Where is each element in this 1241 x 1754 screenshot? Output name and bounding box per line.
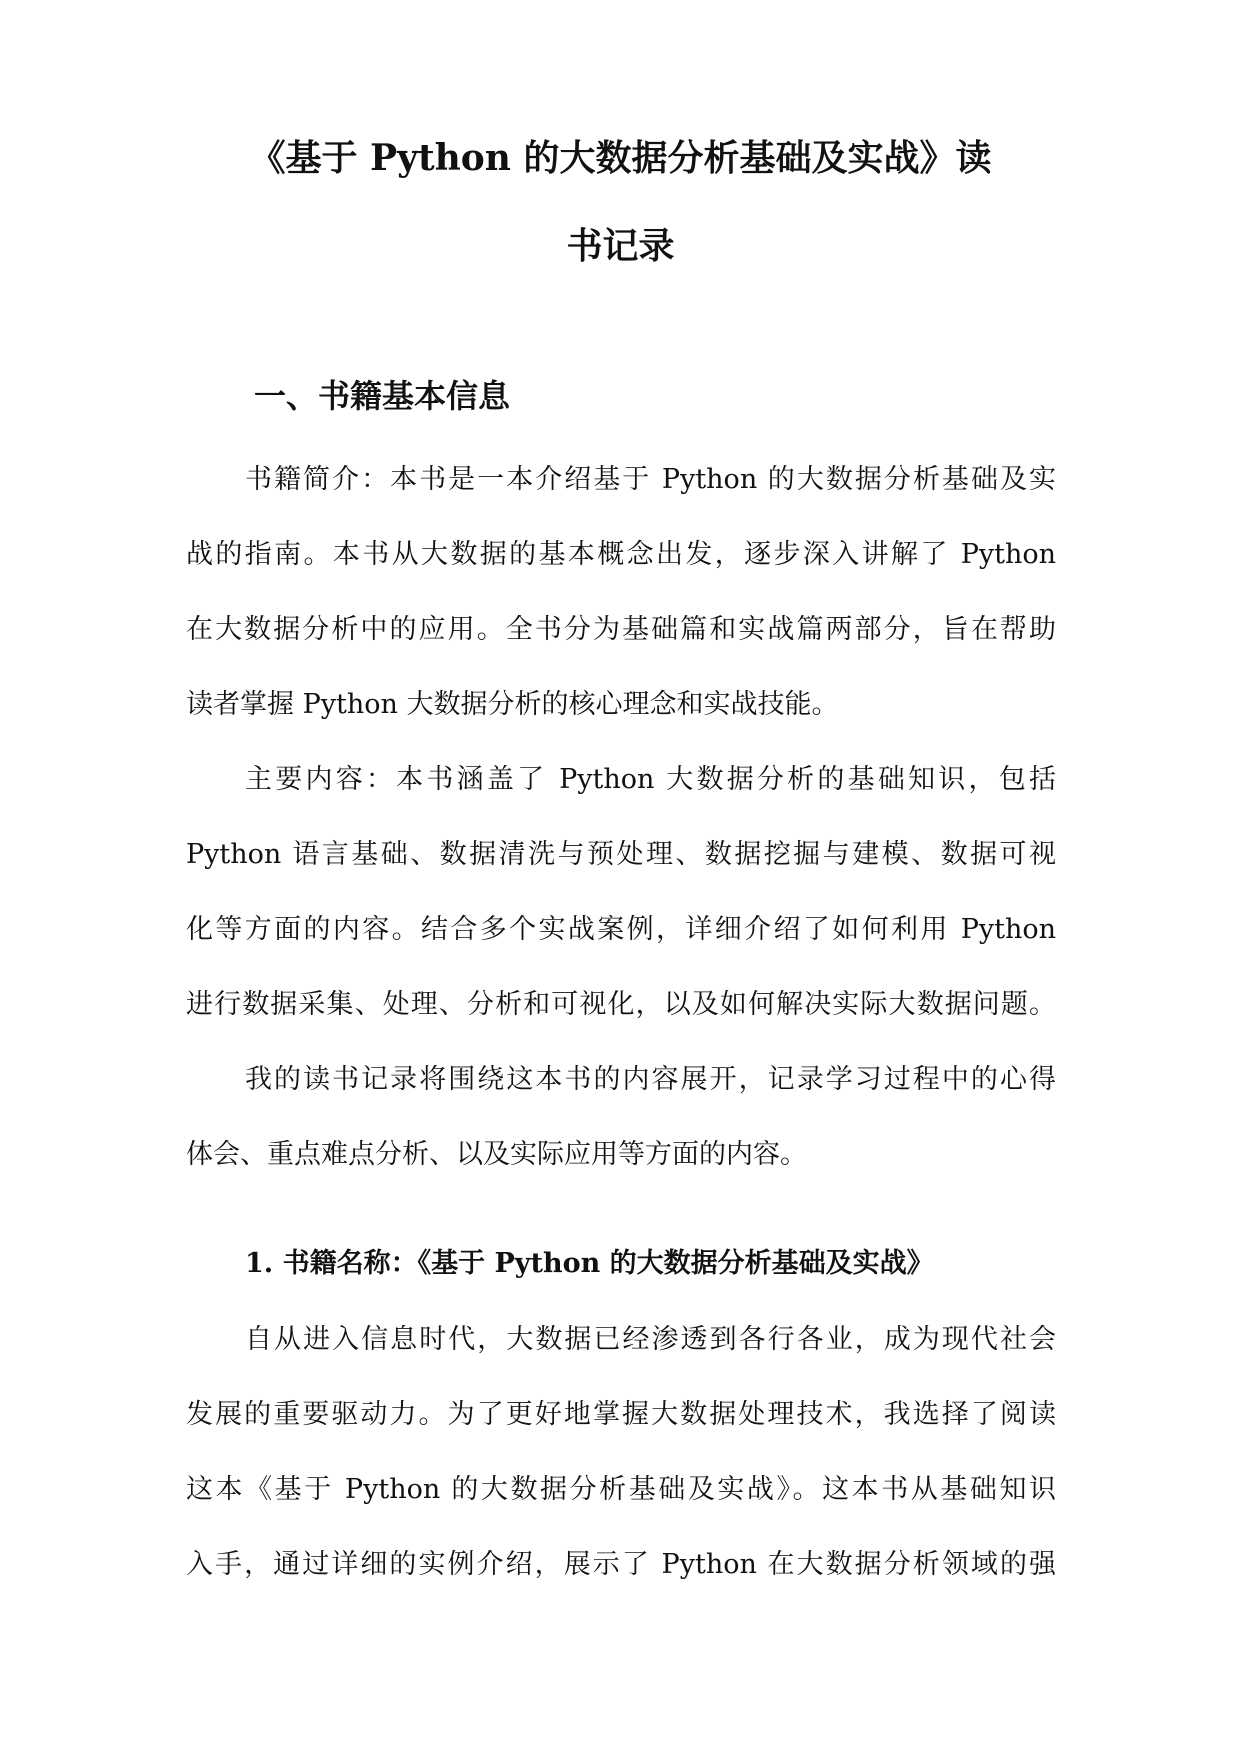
paragraph-line: 入手，通过详细的实例介绍，展示了 Python 在大数据分析领域的强 [186,1549,1056,1580]
paragraph-line: Python 语言基础、数据清洗与预处理、数据挖掘与建模、数据可视 [186,839,1056,870]
document-title-line-1: 《基于 Python 的大数据分析基础及实战》读 [249,137,992,179]
section-heading-book-info: 一、书籍基本信息 [254,377,511,415]
paragraph-line: 书籍简介：本书是一本介绍基于 Python 的大数据分析基础及实 [245,464,1056,495]
paragraph-line: 自从进入信息时代，大数据已经渗透到各行各业，成为现代社会 [245,1324,1056,1355]
subsection-heading-book-name: 1. 书籍名称：《基于 Python 的大数据分析基础及实战》 [245,1248,934,1279]
paragraph-line: 这本《基于 Python 的大数据分析基础及实战》。这本书从基础知识 [186,1474,1056,1505]
paragraph-line: 发展的重要驱动力。为了更好地掌握大数据处理技术，我选择了阅读 [186,1399,1056,1430]
paragraph-line: 进行数据采集、处理、分析和可视化，以及如何解决实际大数据问题。 [186,989,1056,1020]
paragraph-line: 读者掌握 Python 大数据分析的核心理念和实战技能。 [186,689,839,720]
paragraph-line: 化等方面的内容。结合多个实战案例，详细介绍了如何利用 Python [186,914,1056,945]
paragraph-line: 在大数据分析中的应用。全书分为基础篇和实战篇两部分，旨在帮助 [186,614,1056,645]
paragraph-line: 战的指南。本书从大数据的基本概念出发，逐步深入讲解了 Python [186,539,1056,570]
document-title-line-2: 书记录 [566,225,675,267]
paragraph-line: 体会、重点难点分析、以及实际应用等方面的内容。 [186,1139,807,1170]
paragraph-line: 主要内容：本书涵盖了 Python 大数据分析的基础知识，包括 [245,764,1056,795]
paragraph-line: 我的读书记录将围绕这本书的内容展开，记录学习过程中的心得 [245,1064,1056,1095]
